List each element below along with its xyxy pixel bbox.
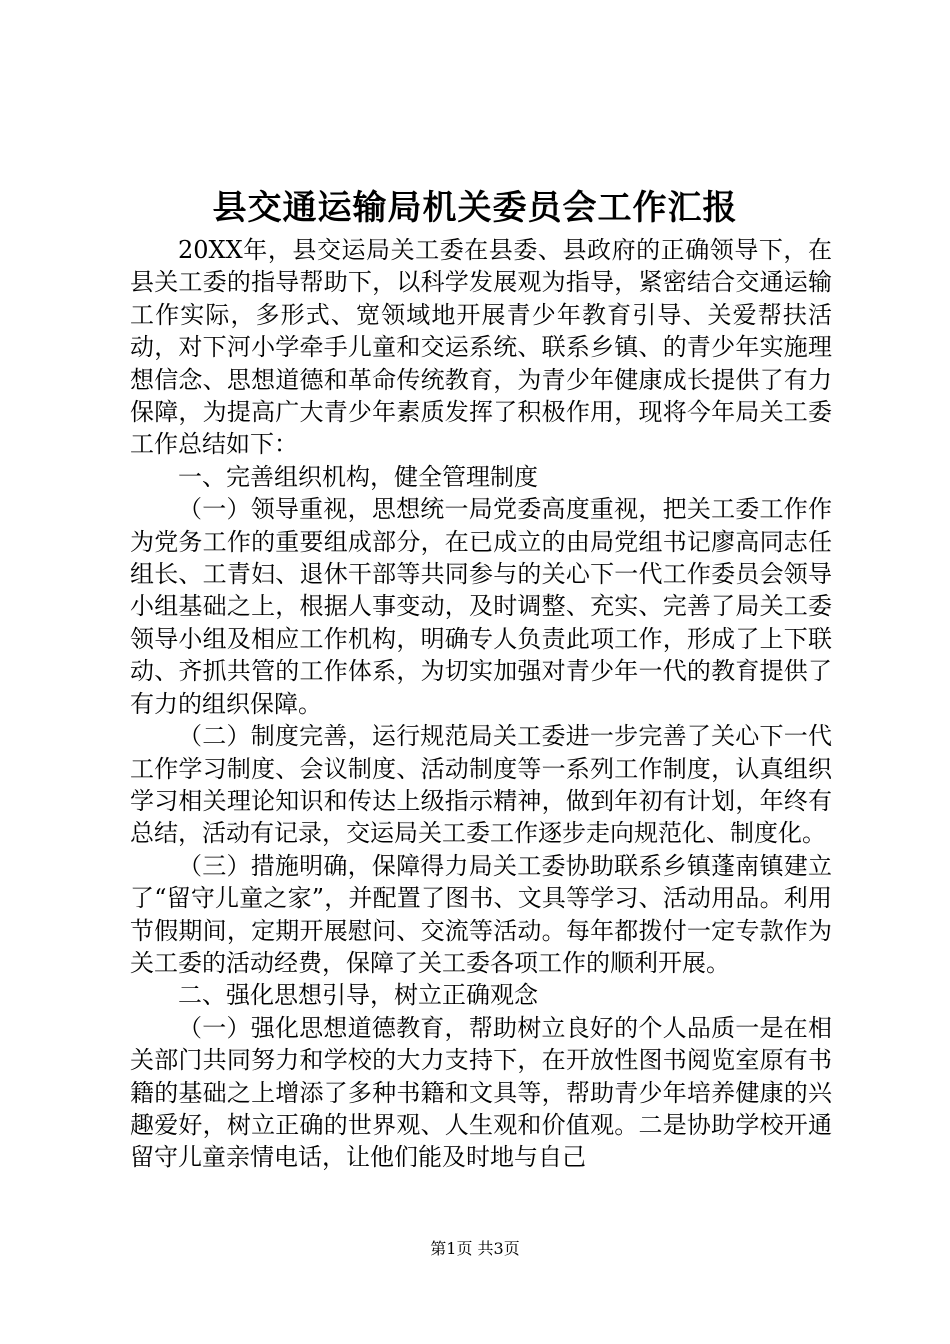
paragraph-1-3: （三）措施明确，保障得力局关工委协助联系乡镇蓬南镇建立了“留守儿童之家”，并配置了图书、文具等学习、活动用品。利用节假期间，定期开展慰问、交流等活动。每年都拨付一定专款作为关工委的活动经费，保障了关工委各项工作的顺利开展。 [130, 851, 832, 977]
document-body [130, 234, 832, 1174]
paragraph-1-1: （一）领导重视，思想统一局党委高度重视，把关工委工作作为党务工作的重要组成部分，在已成立的由局党组书记廖高同志任组长、工青妇、退休干部等共同参与的关心下一代工作委员会领导小组基础之上，根据人事变动，及时调整、充实、完善了局关工委领导小组及相应工作机构，明确专人负责此项工作，形成了上下联动、齐抓共管的工作体系，为切实加强对青少年一代的教育提供了有力的组织保障。 [130, 495, 832, 718]
paragraph-1-2: （二）制度完善，运行规范局关工委进一步完善了关心下一代工作学习制度、会议制度、活动制度等一系列工作制度，认真组织学习相关理论知识和传达上级指示精神，做到年初有计划，年终有总结，活动有记录，交运局关工委工作逐步走向规范化、制度化。 [130, 722, 832, 848]
page-number-footer: 第1页 共3页 [430, 1239, 520, 1258]
paragraph-intro: 20XX年，县交运局关工委在县委、县政府的正确领导下，在县关工委的指导帮助下，以科学发展观为指导，紧密结合交通运输工作实际，多形式、宽领域地开展青少年教育引导、关爱帮扶活动，对下河小学牵手儿童和交运系统、联系乡镇、的青少年实施理想信念、思想道德和革命传统教育，为青少年健康成长提供了有力保障，为提高广大青少年素质发挥了积极作用，现将今年局关工委工作总结如下： [130, 236, 832, 459]
document-title: 县交通运输局机关委员会工作汇报 [212, 188, 738, 228]
paragraph-2-1: （一）强化思想道德教育，帮助树立良好的个人品质一是在相关部门共同努力和学校的大力支持下，在开放性图书阅览室原有书籍的基础之上增添了多种书籍和文具等，帮助青少年培养健康的兴趣爱好，树立正确的世界观、人生观和价值观。二是协助学校开通留守儿童亲情电话，让他们能及时地与自己 [130, 1013, 832, 1172]
section-heading-1: 一、完善组织机构，健全管理制度 [178, 462, 538, 491]
section-heading-2: 二、强化思想引导，树立正确观念 [178, 981, 538, 1010]
